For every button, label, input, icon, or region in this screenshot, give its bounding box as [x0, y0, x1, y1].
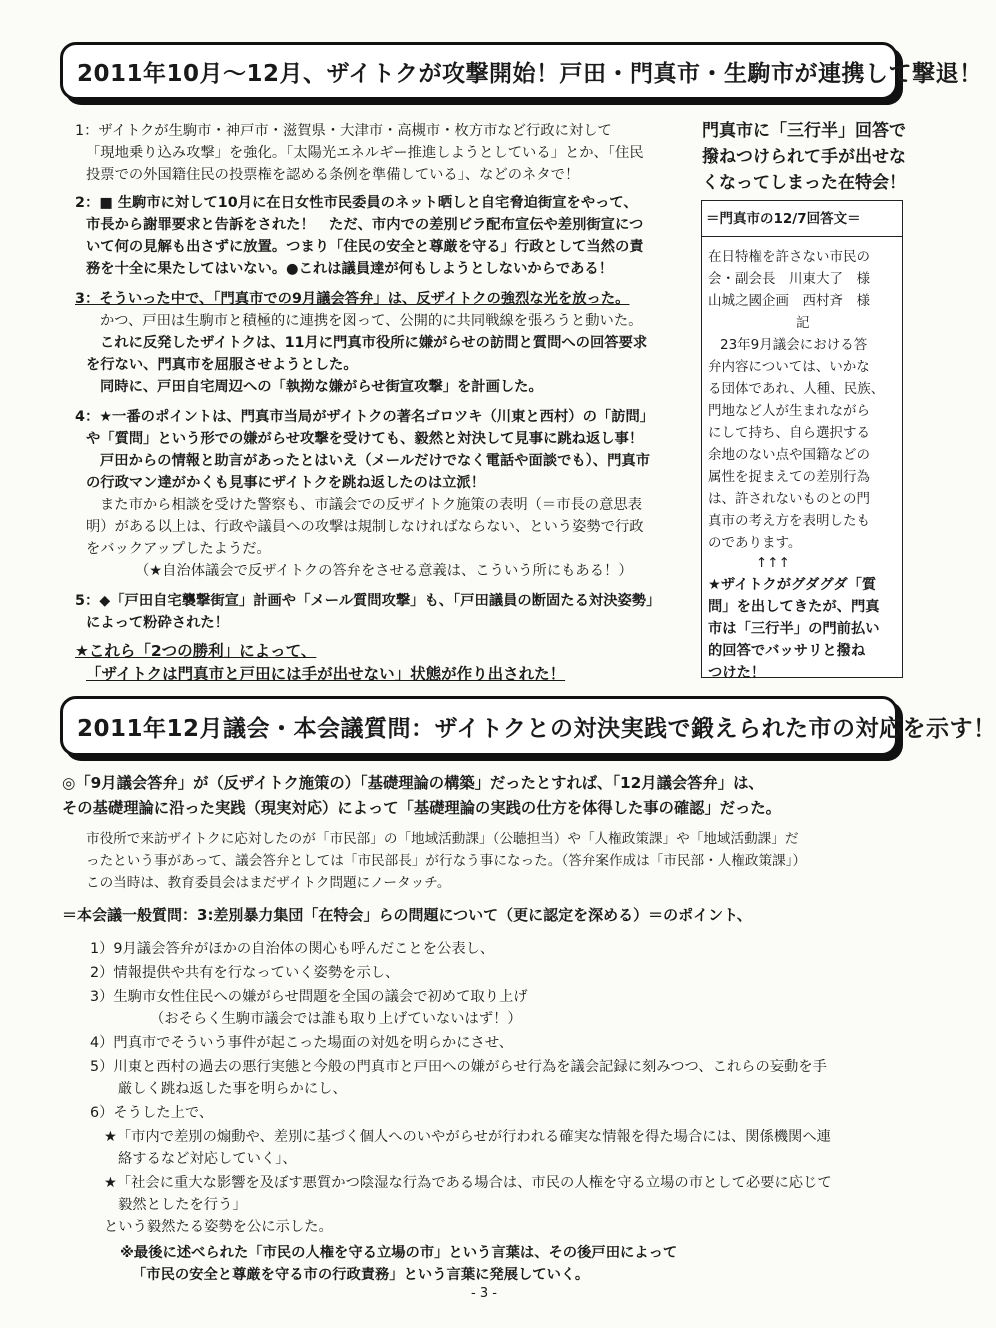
s1-line-10: これに反発したザイトクは、11月に門真市役所に嫌がらせの訪問と質問への回答要求 [100, 335, 648, 351]
sidebar-body-19: 的回答でバッサリと撥ね [708, 643, 866, 659]
sidebar-body-13: 真市の考え方を表明したも [708, 513, 870, 529]
s1-line-17: また市から相談を受けた警察も、市議会での反ザイトク施策の表明（＝市長の意思表 [100, 497, 642, 513]
s2-quote-2: ★「社会に重大な影響を及ぼす悪質かつ陰湿な行為である場合は、市民の人権を守る立場の市として必要に応じて [104, 1175, 832, 1191]
s2-closing: という毅然たる姿勢を公に示した。 [104, 1219, 333, 1235]
s1-line-22: によって粉砕された！ [86, 615, 229, 631]
section2-banner: 2011年12月議会・本会議質問：ザイトクとの対決実践で鍛えられた市の対応を示す！ [60, 696, 898, 756]
s2-lead-2: その基礎理論に沿った実践（現実対応）によって「基礎理論の実践の仕方を体得した事の確認」だった。 [62, 799, 781, 817]
s2-item-4: 4）門真市でそういう事件が起こった場面の対処を明らかにさせ、 [90, 1035, 513, 1051]
s1-line-6: いて何の見解も出さずに放置。つまり「住民の安全と尊厳を守る」行政として当然の責 [86, 239, 644, 255]
sidebar-arrows: ↑↑↑ [756, 555, 790, 571]
sidebar-body-20: つけた！ [708, 665, 766, 681]
s1-line-13: 4：★一番のポイントは、門真市当局がザイトクの著名ゴロツキ（川東と西村）の「訪問」 [75, 409, 655, 425]
s1-line-4: 2：■ 生駒市に対して10月に在日女性市民委員のネット晒しと自宅脅迫街宣をやって、 [75, 195, 638, 211]
sidebar-body-17: 問」を出してきたが、門真 [708, 599, 880, 615]
s1-line-19: をバックアップしたようだ。 [86, 541, 271, 557]
sidebar-headline-3: くなってしまった在特会！ [702, 173, 906, 193]
sidebar-body-1: 在日特権を許さない市民の [708, 249, 870, 265]
s2-quote-1: ★「市内で差別の煽動や、差別に基づく個人へのいやがらせが行われる確実な情報を得た場合には、関係機関へ連 [104, 1129, 831, 1145]
sidebar-headline-2: 撥ねつけられて手が出せな [702, 147, 906, 167]
s1-conclusion-1: ★これら「2つの勝利」によって、 [75, 642, 317, 660]
sidebar-box-title: ＝門真市の12/7回答文＝ [706, 211, 861, 227]
sidebar-body-14: のであります。 [708, 535, 802, 551]
s1-line-16: の行政マン達がかくも見事にザイトクを跳ね返したのは立派！ [86, 475, 486, 491]
s2-item-1: 1）9月議会答弁がほかの自治体の関心も呼んだことを公表し、 [90, 941, 495, 957]
s2-item-3-note: （おそらく生駒市議会では誰も取り上げていないはず！） [150, 1011, 522, 1027]
s1-line-7: 務を十全に果たしてはいない。●これは議員達が何もしようとしないからである！ [86, 261, 614, 277]
s2-line-5: この当時は、教育委員会はまだザイトク問題にノータッチ。 [86, 875, 451, 891]
s1-conclusion-2: 「ザイトクは門真市と戸田には手が出せない」状態が作り出された！ [86, 665, 566, 683]
s1-line-5: 市長から謝罪要求と告訴をされた！ ただ、市内での差別ビラ配布宣伝や差別街宣につ [86, 217, 644, 233]
s2-note-1: ※最後に述べられた「市民の人権を守る立場の市」という言葉は、その後戸田によって [120, 1245, 678, 1261]
s1-line-14: や「質問」という形での嫌がらせ攻撃を受けても、毅然と対決して見事に跳ね返し事！ [86, 431, 644, 447]
s1-line-11: を行ない、門真市を屈服させようとした。 [86, 357, 358, 373]
s2-line-3: 市役所で来訪ザイトクに応対したのが「市民部」の「地域活動課」（公聴担当）や「人権政策課」や「地域活動課」だ [86, 831, 799, 847]
s2-item-6: 6）そうした上で、 [90, 1105, 214, 1121]
s2-note-2: 「市民の安全と尊厳を守る市の行政責務」という言葉に発展していく。 [132, 1267, 590, 1283]
sidebar-body-8: 門地など人が生まれながら [708, 403, 870, 419]
sidebar-body-11: 属性を捉まえての差別行為 [708, 469, 870, 485]
sidebar-divider [701, 236, 903, 237]
s1-line-9: かつ、戸田は生駒市と積極的に連携を図って、公開的に共同戦線を張ろうと動いた。 [100, 313, 643, 329]
sidebar-body-12: は、許されないものとの門 [708, 491, 870, 507]
section1-banner: 2011年10月～12月、ザイトクが攻撃開始！戸田・門真市・生駒市が連携して撃退！ [60, 42, 898, 100]
s1-line-1: 1：ザイトクが生駒市・神戸市・滋賀県・大津市・高槻市・枚方市など行政に対して [75, 123, 612, 139]
s1-line-21: 5：◆「戸田自宅襲撃街宣」計画や「メール質問攻撃」も、「戸田議員の断固たる対決姿勢」 [75, 593, 661, 609]
page-number: - 3 - [471, 1286, 497, 1301]
sidebar-body-5: 23年9月議会における答 [720, 337, 868, 353]
s2-points-heading: ＝本会議一般質問：3:差別暴力集団「在特会」らの問題について（更に認定を深める）＝のポイント、 [62, 906, 752, 924]
s1-line-20: （★自治体議会で反ザイトクの答弁をさせる意義は、こういう所にもある！） [135, 563, 633, 579]
s1-line-15: 戸田からの情報と助言があったとはいえ（メールだけでなく電話や面談でも）、門真市 [100, 453, 650, 469]
s2-item-2: 2）情報提供や共有を行なっていく姿勢を示し、 [90, 965, 400, 981]
s1-line-3: 投票での外国籍住民の投票権を認める条例を準備している」、などのネタで！ [86, 167, 580, 183]
s1-line-18: 明）がある以上は、行政や議員への攻撃は規制しなければならない、という姿勢で行政 [86, 519, 644, 535]
s1-line-2: 「現地乗り込み攻撃」を強化。「太陽光エネルギー推進しようとしている」とか、「住民 [86, 145, 644, 161]
sidebar-body-9: にして持ち、自ら選択する [708, 425, 870, 441]
s1-line-12: 同時に、戸田自宅周辺への「執拗な嫌がらせ街宣攻撃」を計画した。 [100, 379, 543, 395]
sidebar-body-3: 山城之國企画 西村斉 様 [708, 293, 870, 309]
s2-line-4: ったという事があって、議会答弁としては「市民部長」が行なう事になった。（答弁案作成は「市民部・人権政策課」） [86, 853, 807, 869]
s2-item-5: 5）川東と西村の過去の悪行実態と今般の門真市と戸田への嫌がらせ行為を議会記録に刻みつつ、これらの妄動を手 [90, 1059, 827, 1075]
sidebar-body-16: ★ザイトクがグダグダ「質 [708, 577, 877, 593]
s2-lead-1: ◎「9月議会答弁」が（反ザイトク施策の）「基礎理論の構築」だったとすれば、「12月議会答弁」は、 [62, 774, 764, 792]
s2-item-3: 3）生駒市女性住民への嫌がらせ問題を全国の議会で初めて取り上げ [90, 989, 528, 1005]
sidebar-body-10: 余地のない点や国籍などの [708, 447, 870, 463]
s2-item-5-cont: 厳しく跳ね返した事を明らかにし、 [118, 1081, 347, 1097]
sidebar-headline-1: 門真市に「三行半」回答で [702, 121, 906, 141]
s2-quote-1-cont: 絡するなど対応していく」、 [118, 1151, 297, 1167]
sidebar-body-6: 弁内容については、いかな [708, 359, 870, 375]
sidebar-body-4: 記 [796, 315, 810, 331]
s1-line-8: 3：そういった中で、「門真市での9月議会答弁」は、反ザイトクの強烈な光を放った。 [75, 291, 630, 307]
s2-quote-2-cont: 毅然としたを行う」 [118, 1197, 247, 1213]
sidebar-body-7: る団体であれ、人種、民族、 [708, 381, 885, 397]
sidebar-body-18: 市は「三行半」の門前払い [708, 621, 880, 637]
sidebar-body-2: 会・副会長 川東大了 様 [708, 271, 870, 287]
